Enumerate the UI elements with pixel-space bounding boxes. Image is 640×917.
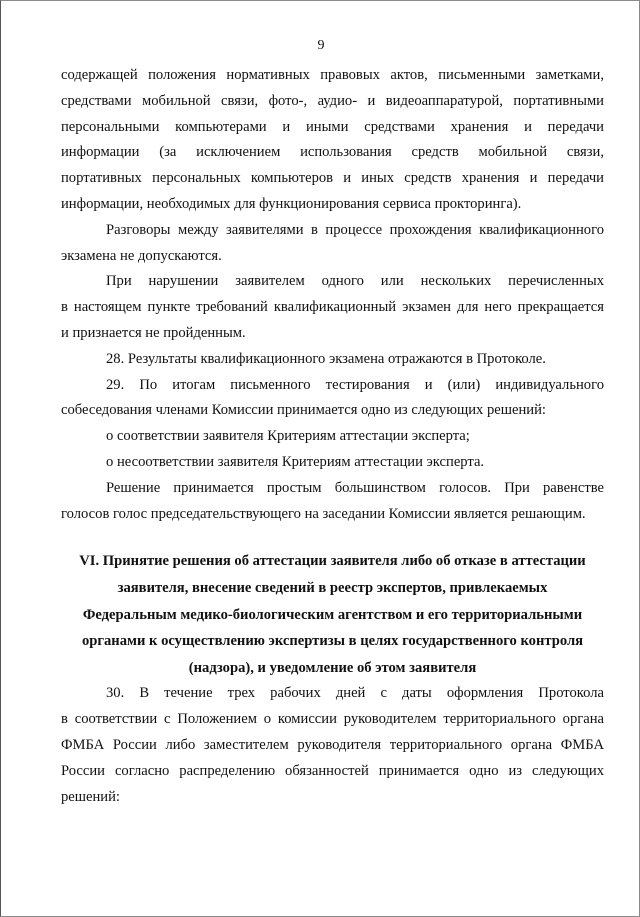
text-line: о соответствии заявителя Критериям аттестации эксперта; bbox=[106, 428, 470, 445]
text-line: портативных персональных компьютеров и иных средств хранения и передачи bbox=[61, 170, 604, 187]
text-line: в настоящем пункте требований квалификационный экзамен для него прекращается bbox=[61, 299, 604, 316]
text-line: собеседования членами Комиссии принимается одно из следующих решений: bbox=[61, 402, 546, 419]
heading-line: органами к осуществлению экспертизы в целях государственного контроля bbox=[81, 633, 584, 650]
text-line: России согласно распределению обязанностей принимается одно из следующих bbox=[61, 762, 604, 779]
section-spacer bbox=[61, 527, 604, 548]
paragraph-30 bbox=[61, 681, 604, 810]
paragraph-29 bbox=[61, 373, 604, 425]
paragraph-violation bbox=[61, 269, 604, 346]
text-line: средствами мобильной связи, фото-, аудио- и видеоаппаратурой, портативными bbox=[61, 92, 604, 109]
text-line: 28. Результаты квалификационного экзамена отражаются в Протоколе. bbox=[106, 350, 546, 367]
text-line: Решение принимается простым большинством голосов. При равенстве bbox=[106, 479, 604, 496]
text-line: информации, необходимых для функционирования сервиса прокторинга). bbox=[61, 195, 522, 212]
text-line: 30. В течение трех рабочих дней с даты оформления Протокола bbox=[106, 685, 604, 702]
text-line: и признается не пройденным. bbox=[61, 324, 246, 341]
section-heading bbox=[61, 548, 604, 681]
text-line: информации (за исключением использования средств мобильной связи, bbox=[61, 144, 604, 161]
document-body bbox=[61, 63, 604, 810]
text-line: 29. По итогам письменного тестирования и (или) индивидуального bbox=[106, 376, 604, 393]
paragraph-majority-vote bbox=[61, 476, 604, 528]
heading-line: заявителя, внесение сведений в реестр экспертов, привлекаемых bbox=[117, 579, 548, 596]
decision-option-compliance bbox=[61, 424, 604, 450]
text-line: содержащей положения нормативных правовых актов, письменными заметками, bbox=[61, 67, 604, 83]
text-line: о несоответствии заявителя Критериям аттестации эксперта. bbox=[106, 453, 485, 470]
heading-line: VI. Принятие решения об аттестации заявителя либо об отказе в аттестации bbox=[79, 553, 586, 570]
page-number: 9 bbox=[317, 38, 325, 53]
text-line: экзамена не допускаются. bbox=[61, 247, 222, 264]
paragraph-conversations bbox=[61, 218, 604, 270]
text-line: голосов голос председательствующего на заседании Комиссии является решающим. bbox=[61, 505, 586, 522]
text-line: ФМБА России либо заместителем руководителя территориального органа ФМБА bbox=[61, 736, 604, 753]
heading-line: (надзора), и уведомление об этом заявителя bbox=[188, 659, 477, 676]
text-line: в соответствии с Положением о комиссии руководителем территориального органа bbox=[61, 711, 604, 728]
text-line: При нарушении заявителем одного или нескольких перечисленных bbox=[106, 273, 604, 290]
paragraph-intro bbox=[61, 63, 604, 218]
text-line: персональными компьютерами и иными средствами хранения и передачи bbox=[61, 118, 604, 135]
text-line: Разговоры между заявителями в процессе прохождения квалификационного bbox=[106, 221, 604, 238]
heading-line: Федеральным медико-биологическим агентством и его территориальными bbox=[82, 606, 583, 623]
text-line: решений: bbox=[61, 788, 120, 805]
decision-option-noncompliance bbox=[61, 450, 604, 476]
paragraph-28 bbox=[61, 347, 604, 373]
